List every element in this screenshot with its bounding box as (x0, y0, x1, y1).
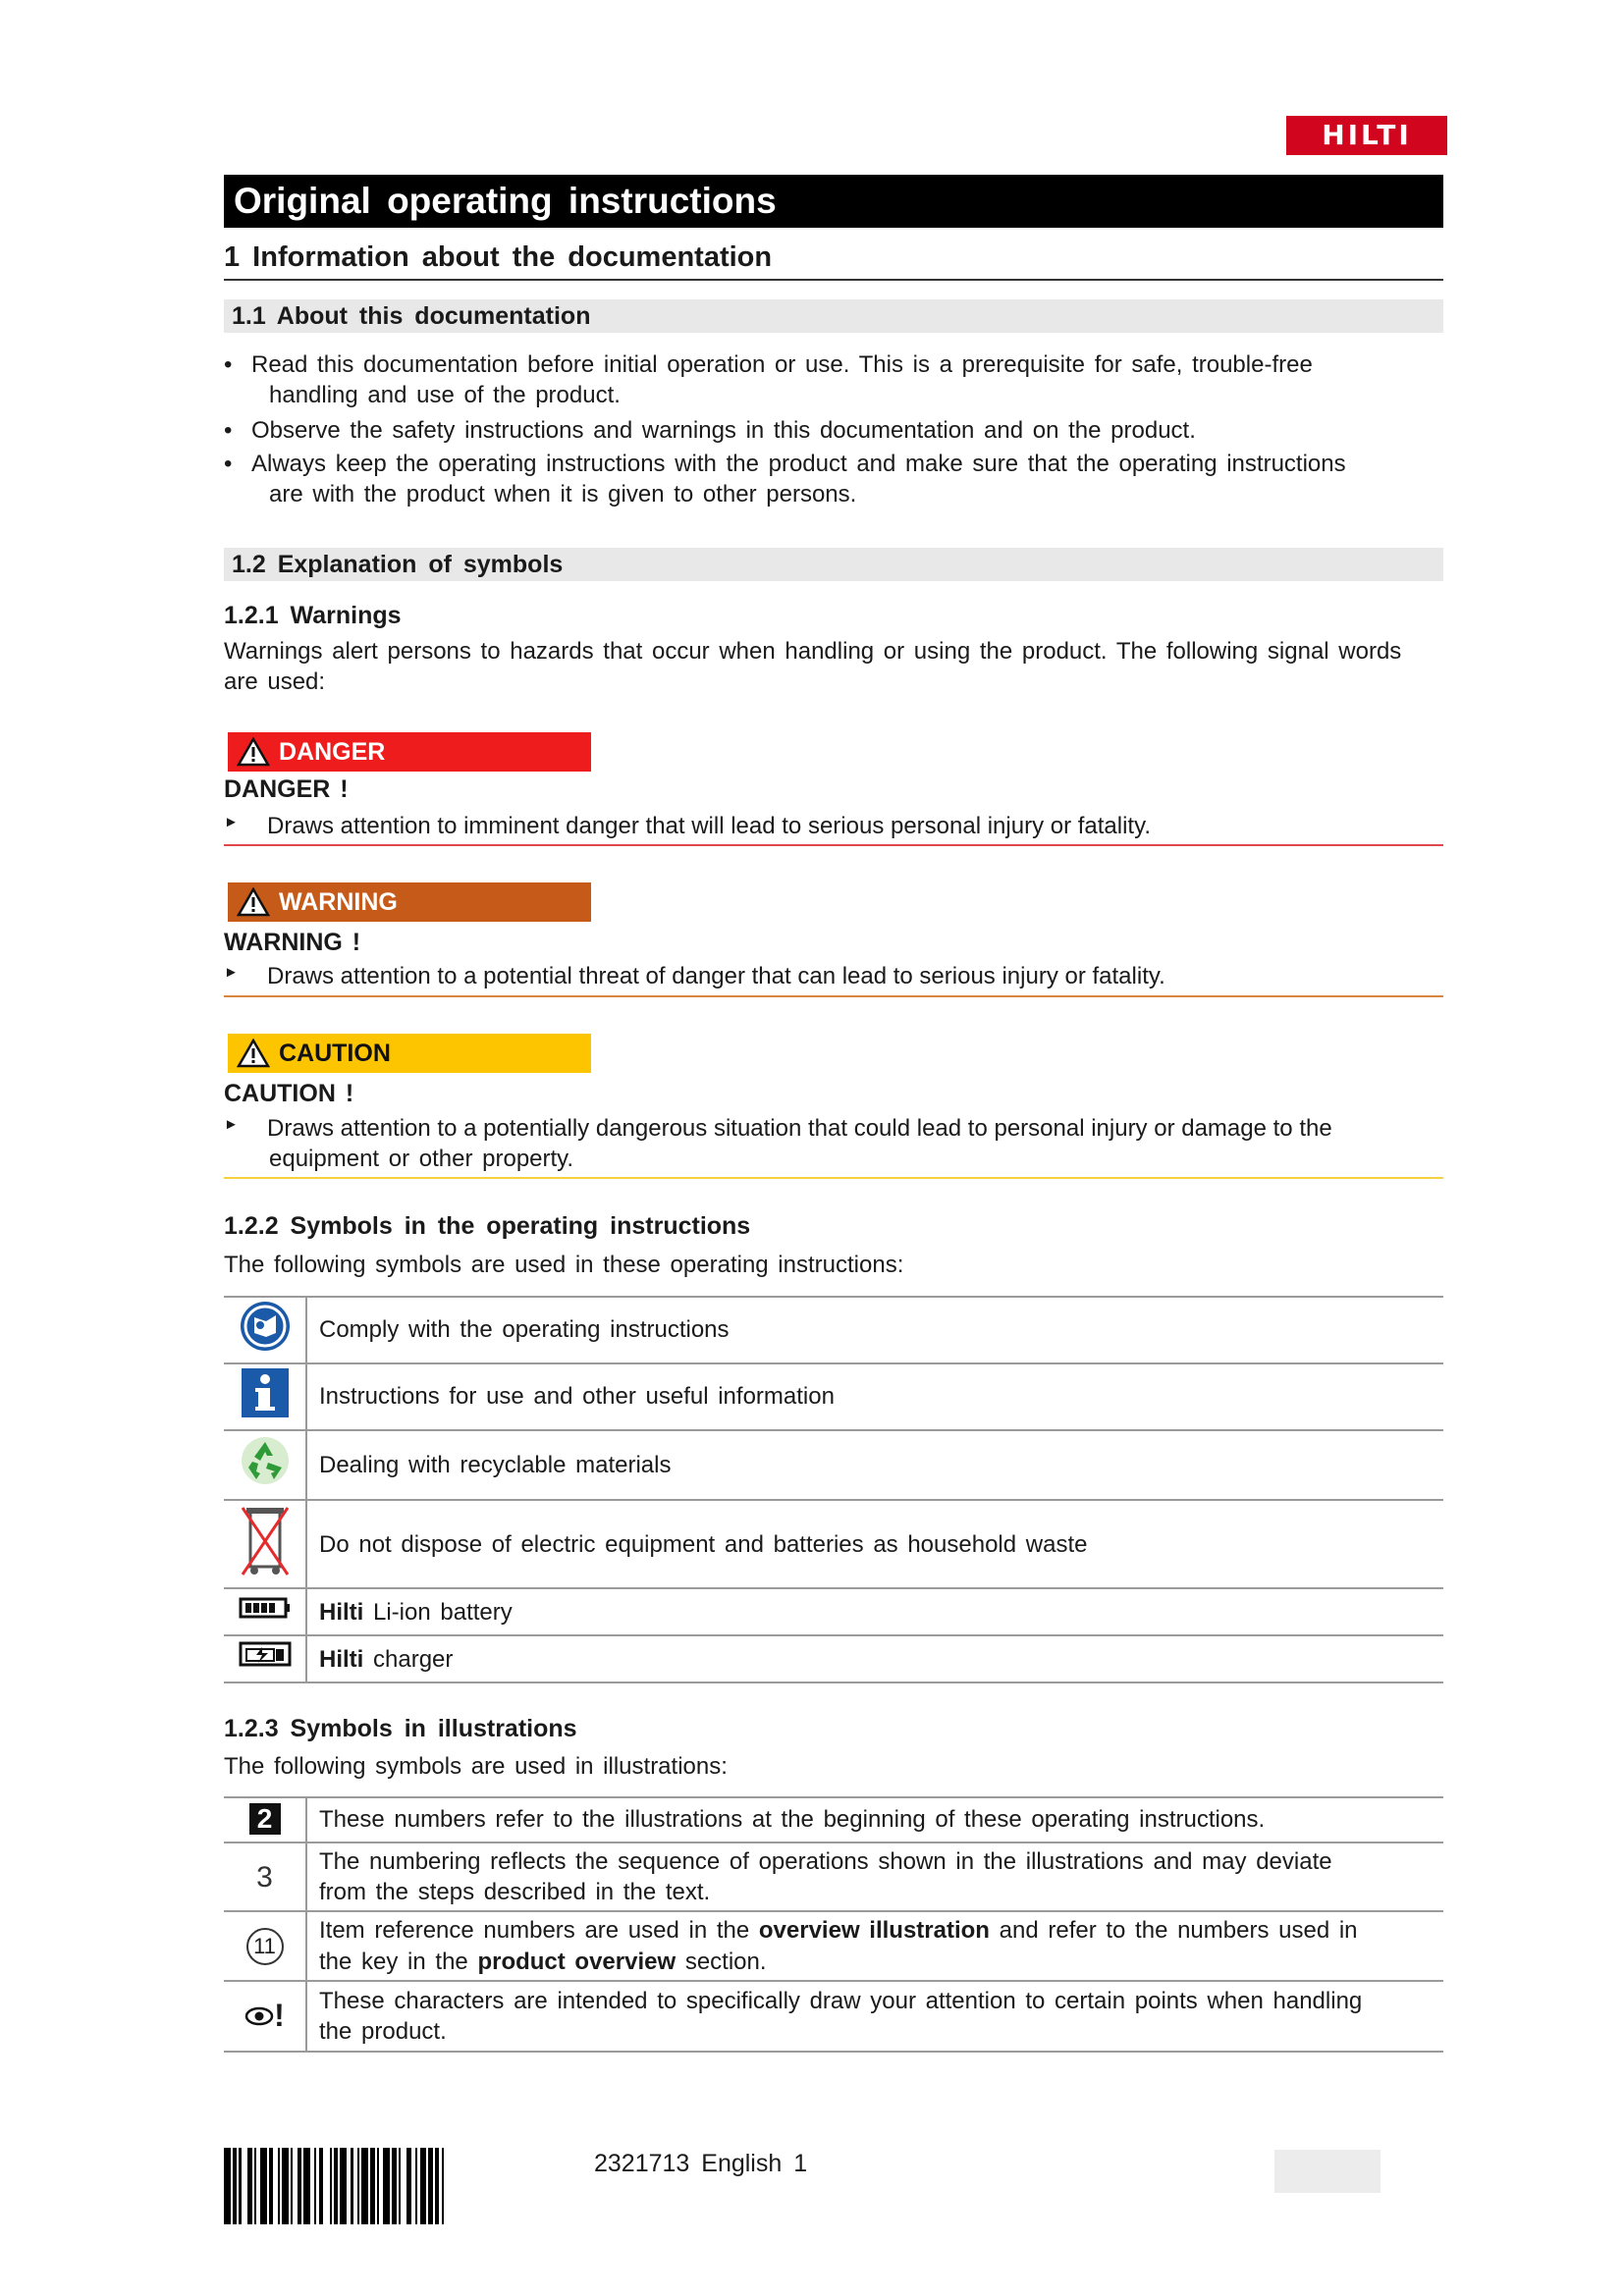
bullet-text-continued: are with the product when it is given to other persons. (269, 481, 857, 508)
barcode-bar (323, 2148, 330, 2224)
caution-signal-word: CAUTION ! (224, 1080, 354, 1107)
bold-term: product overview (477, 1948, 677, 1975)
symbol-description-line2 (319, 1947, 1442, 1977)
barcode-bar (420, 2148, 427, 2224)
symbol-description-text: Li-ion battery (373, 1598, 513, 1626)
text-segment: section. (676, 1948, 767, 1975)
warning-triangle-icon (228, 1034, 279, 1073)
danger-signal-label (228, 732, 591, 772)
barcode-bar (444, 2148, 451, 2224)
warning-divider (224, 995, 1443, 997)
list-item (224, 415, 1510, 446)
arrow-bullet-icon: ► (224, 964, 239, 981)
step-number-text: 3 (256, 1860, 273, 1894)
table-row (224, 1297, 1443, 1363)
symbol-description (306, 1842, 1443, 1911)
symbol-description: Do not dispose of electric equipment and batteries as household waste (306, 1500, 1443, 1588)
barcode-bar (340, 2148, 347, 2224)
barcode-bar (224, 2148, 231, 2224)
caution-description-text: Draws attention to a potentially dangerous situation that could lead to personal injury or damage to the (267, 1115, 1332, 1142)
table-row (224, 1363, 1443, 1430)
figure-number-icon (224, 1797, 306, 1842)
warning-triangle-icon (228, 882, 279, 922)
arrow-bullet-icon: ► (224, 814, 239, 830)
table-row (224, 1911, 1443, 1981)
illustrations-heading: 1.2.3 Symbols in illustrations (224, 1715, 577, 1742)
eye-attention-icon (224, 1981, 306, 2052)
text-segment: the key in the (319, 1948, 478, 1975)
symbol-description: Comply with the operating instructions (306, 1297, 1443, 1363)
table-row (224, 1797, 1443, 1842)
bullet-dot: • (224, 351, 233, 378)
symbol-description-line1: These characters are intended to specifically draw your attention to certain points when handling (319, 1987, 1363, 2014)
table-row (224, 1500, 1443, 1588)
table-row (224, 1588, 1443, 1635)
danger-divider (224, 844, 1443, 846)
symbol-description-line1: The numbering reflects the sequence of operations shown in the illustrations and may deviate (319, 1847, 1332, 1875)
symbols-intro: The following symbols are used in these operating instructions: (224, 1252, 904, 1278)
barcode-bar (383, 2148, 390, 2224)
caution-signal-label (228, 1034, 591, 1073)
barcode-bar (303, 2148, 310, 2224)
caution-description-text-continued: equipment or other property. (269, 1146, 574, 1173)
table-row (224, 1430, 1443, 1500)
symbol-description-line2: the product. (319, 2018, 447, 2045)
danger-signal-word: DANGER ! (224, 775, 349, 803)
bullet-text: Read this documentation before initial operation or use. This is a prerequisite for safe, trouble-free (251, 351, 1313, 378)
arrow-bullet-icon: ► (224, 1116, 239, 1133)
warning-description-text: Draws attention to a potential threat of danger that can lead to serious injury or fatality. (267, 963, 1165, 989)
symbol-description (306, 1911, 1443, 1981)
danger-label-text: DANGER (279, 737, 386, 766)
warning-signal-label (228, 882, 591, 922)
bullet-dot: • (224, 417, 233, 444)
caution-divider (224, 1177, 1443, 1179)
bullet-text-continued: handling and use of the product. (269, 382, 621, 409)
barcode-bar (260, 2148, 267, 2224)
item-reference-icon (224, 1911, 306, 1981)
bullet-text: Observe the safety instructions and warnings in this documentation and on the product. (251, 417, 1196, 444)
warning-label-text: WARNING (279, 887, 398, 916)
exclamation-mark: ! (274, 1998, 285, 2034)
warnings-intro (224, 636, 1589, 697)
brand-name: Hilti (319, 1645, 364, 1673)
charger-icon (224, 1635, 306, 1682)
symbol-description (306, 1981, 1443, 2052)
waste-bin-crossed-icon (224, 1500, 306, 1588)
symbol-description: These numbers refer to the illustrations at the beginning of these operating instructions. (306, 1797, 1443, 1842)
table-row (224, 1842, 1443, 1911)
barcode-bar (282, 2148, 289, 2224)
bullet-dot: • (224, 451, 233, 477)
manual-icon (224, 1297, 306, 1363)
danger-description-text: Draws attention to imminent danger that will lead to serious personal injury or fatality. (267, 813, 1151, 839)
table-row (224, 1635, 1443, 1682)
document-code: 2321713 English 1 (594, 2150, 808, 2177)
item-reference-circle: 11 (246, 1928, 284, 1965)
barcode-bar (242, 2148, 248, 2224)
barcode-bar (401, 2148, 407, 2224)
warning-signal-word: WARNING ! (224, 929, 361, 956)
brand-name: Hilti (319, 1598, 364, 1626)
text-segment: and refer to the numbers used in (989, 1917, 1358, 1945)
warnings-heading: 1.2.1 Warnings (224, 602, 402, 629)
figure-number-box: 2 (249, 1803, 281, 1835)
illustrations-intro: The following symbols are used in illustrations: (224, 1753, 728, 1780)
illustrations-table (224, 1796, 1443, 2053)
symbol-description (306, 1635, 1443, 1682)
caution-label-text: CAUTION (279, 1039, 391, 1067)
list-item (224, 449, 1510, 509)
warning-triangle-icon (228, 732, 279, 772)
barcode (224, 2148, 563, 2224)
table-row (224, 1981, 1443, 2052)
subsection-heading-symbols: 1.2 Explanation of symbols (224, 548, 1443, 581)
warnings-intro-line2: are used: (224, 668, 326, 696)
symbol-description-text: charger (373, 1645, 454, 1673)
symbol-description: Instructions for use and other useful information (306, 1363, 1443, 1430)
hilti-logo: HILTI (1286, 116, 1447, 155)
symbol-description (306, 1588, 1443, 1635)
recycle-icon (224, 1430, 306, 1500)
section-heading: 1 Information about the documentation (224, 240, 1443, 281)
symbol-description-line1 (319, 1915, 1442, 1946)
symbol-description: Dealing with recyclable materials (306, 1430, 1443, 1500)
barcode-bar (361, 2148, 368, 2224)
list-item (224, 349, 1510, 410)
battery-icon (224, 1588, 306, 1635)
text-segment: Item reference numbers are used in the (319, 1917, 759, 1945)
page-marker-box (1274, 2150, 1380, 2193)
symbol-description-line2: from the steps described in the text. (319, 1879, 711, 1905)
danger-description (224, 811, 1443, 841)
warning-description (224, 961, 1443, 991)
subsection-heading-about: 1.1 About this documentation (224, 299, 1443, 333)
warnings-intro-line1: Warnings alert persons to hazards that occur when handling or using the product. The following signal words (224, 638, 1402, 665)
symbols-heading: 1.2.2 Symbols in the operating instructions (224, 1212, 751, 1240)
page-title: Original operating instructions (224, 175, 1443, 228)
bold-term: overview illustration (758, 1917, 990, 1945)
info-icon (224, 1363, 306, 1430)
symbols-table (224, 1296, 1443, 1683)
step-number-icon (224, 1842, 306, 1911)
caution-description (224, 1113, 1443, 1174)
bullet-text: Always keep the operating instructions with the product and make sure that the operating instructions (251, 451, 1346, 477)
